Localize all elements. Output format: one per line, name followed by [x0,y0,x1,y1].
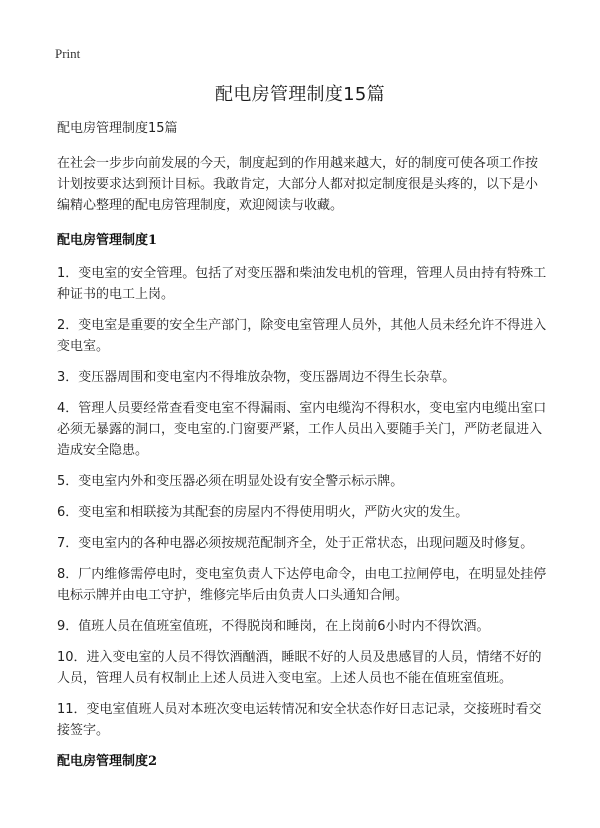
intro-paragraph: 在社会一步步向前发展的今天，制度起到的作用越来越大，好的制度可使各项工作按计划按要求达到预计目标。我敢肯定，大部分人都对拟定制度很是头疼的，以下是小编精心整理的配电房管理制度，欢迎阅读与收藏。 [57,156,539,213]
print-link[interactable]: Print [55,46,81,61]
rule-item: 1．变电室的安全管理。包括了对变压器和柴油发电机的管理，管理人员由持有特殊工种证书的电工上岗。 [57,266,547,302]
rule-item: 9．值班人员在值班室值班，不得脱岗和睡岗，在上岗前6小时内不得饮酒。 [57,619,490,634]
rule-item: 8．厂内维修需停电时，变电室负责人下达停电命令，由电工拉闸停电，在明显处挂停电标示牌并由电工守护，维修完毕后由负责人口头通知合闸。 [57,567,547,603]
rule-item: 11．变电室值班人员对本班次变电运转情况和安全状态作好日志记录，交接班时看交接签字。 [57,702,542,738]
rule-item: 5．变电室内外和变压器必须在明显处设有安全警示标示牌。 [57,474,404,489]
section-heading-2: 配电房管理制度2 [57,754,158,769]
rule-item: 10．进入变电室的人员不得饮酒酗酒，睡眠不好的人员及患感冒的人员，情绪不好的人员，管理人员有权制止上述人员进入变电室。上述人员也不能在值班室值班。 [57,650,542,686]
document-subtitle: 配电房管理制度15篇 [57,121,178,136]
document-body [57,118,547,784]
rule-item: 6．变电室和相联接为其配套的房屋内不得使用明火，严防火灾的发生。 [57,505,469,520]
rule-item: 2．变电室是重要的安全生产部门，除变电室管理人员外，其他人员未经允许不得进入变电室。 [57,318,547,354]
rule-item: 7．变电室内的各种电器必须按规范配制齐全，处于正常状态，出现问题及时修复。 [57,536,534,551]
document-title: 配电房管理制度15篇 [215,84,385,105]
rule-list-section-1 [57,263,547,741]
section-heading-1: 配电房管理制度1 [57,233,158,248]
rule-item: 3．变压器周围和变电室内不得堆放杂物，变压器周边不得生长杂草。 [57,370,456,385]
rule-item: 4．管理人员要经常查看变电室不得漏雨、室内电缆沟不得积水，变电室内电缆出室口必须无暴露的洞口，变电室的.门窗要严紧，工作人员出入要随手关门，严防老鼠进入造成安全隐患。 [57,401,547,458]
